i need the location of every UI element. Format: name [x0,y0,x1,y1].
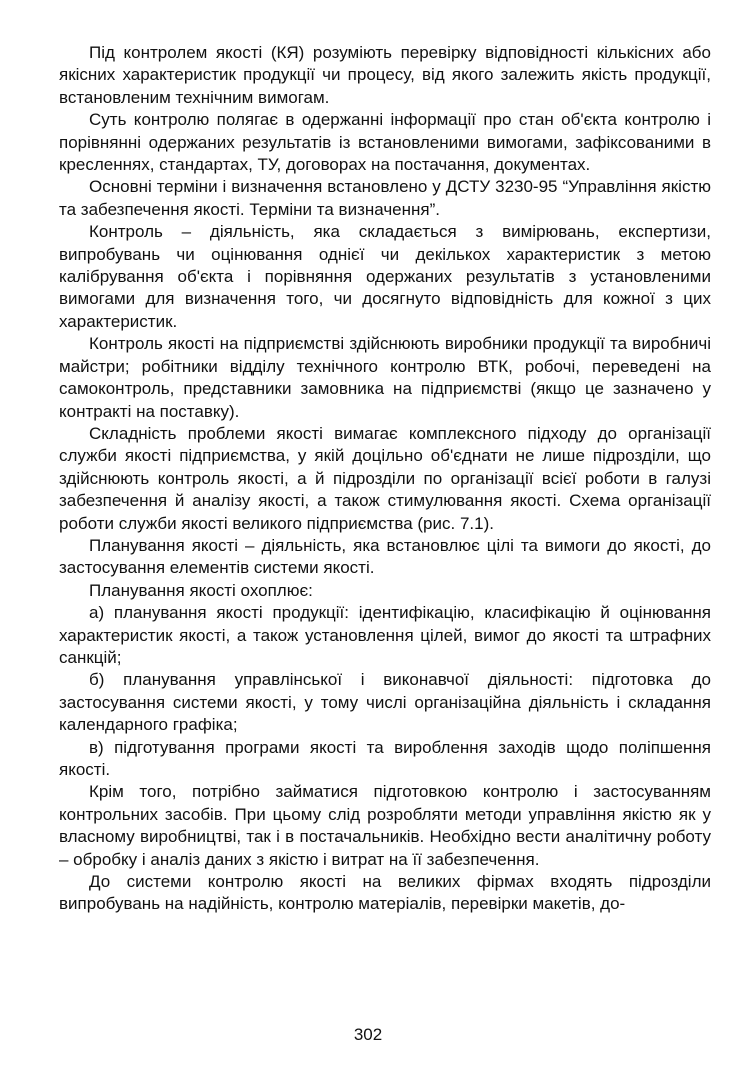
page-number: 302 [353,1025,383,1044]
list-item-a: а) планування якості продукції: ідентифікацію, класифікацію й оцінювання характеристик якості, а також установлення цілей, вимог до якості та штрафних санкцій; [59,603,711,667]
paragraph-quality-control-definition: Під контролем якості (КЯ) розуміють перевірку відповідності кількісних або якісних характеристик продукції чи процесу, від якого залежить якість продукції, встановленим технічним вимогам. [59,43,711,107]
paragraph-control-definition: Контроль – діяльність, яка складається з вимірювань, експертизи, випробувань чи оцінювання однієї чи декількох характеристик з метою калібрування об'єкта і порівняння одержаних результатів з установленими вимогами для визначення того, чи досягнуто відповідність для кожної з цих характеристик. [59,222,711,331]
paragraph-quality-planning-definition: Планування якості – діяльність, яка встановлює цілі та вимоги до якості, до застосування елементів системи якості. [59,535,711,578]
paragraph-quality-service: Складність проблеми якості вимагає комплексного підходу до організації служби якості підприємства, у якій доцільно об'єднати не лише підрозділи, що здійснюють контроль якості, а й підрозділи по організації всієї роботи в галузі забезпечення й аналізу якості, а також стимулювання якості. Схема організації роботи служби якості великого підприємства (рис. 7.1). [59,423,711,533]
paragraph-control-essence: Суть контролю полягає в одержанні інформації про стан об'єкта контролю і порівнянні одержаних результатів із встановленими вимогами, зафіксованими в кресленнях, стандартах, ТУ, договорах на постачання, документах. [59,110,711,175]
paragraph-control-preparation: Крім того, потрібно займатися підготовкою контролю і застосуванням контрольних засобів. При цьому слід розробляти методи управління якістю як у власному виробництві, так і в постачальників. Необхідно вести аналітичну роботу – обробку і аналіз даних з якістю і витрат на її забезпечення. [59,782,711,869]
page-body [59,42,711,916]
paragraph-control-performers: Контроль якості на підприємстві здійснюють виробники продукції та виробничі майстри; робітники відділу технічного контролю ВТК, робочі, переведені на самоконтроль, представники замовника на підприємстві (якщо це зазначено у контракті на поставку). [59,334,711,421]
list-item-b: б) планування управлінської і виконавчої діяльності: підготовка до застосування системи якості, у тому числі організаційна діяльність і складання календарного графіка; [59,670,711,735]
list-item-c: в) підготування програми якості та вироблення заходів щодо поліпшення якості. [59,737,711,779]
paragraph-terms-standard: Основні терміни і визначення встановлено у ДСТУ 3230-95 “Управління якістю та забезпечення якості. Терміни та визначення”. [59,177,711,219]
paragraph-control-system: До системи контролю якості на великих фірмах входять підрозділи випробувань на надійність, контролю матеріалів, перевірки макетів, до- [59,872,711,914]
paragraph-quality-planning-scope: Планування якості охоплює: [89,580,313,600]
